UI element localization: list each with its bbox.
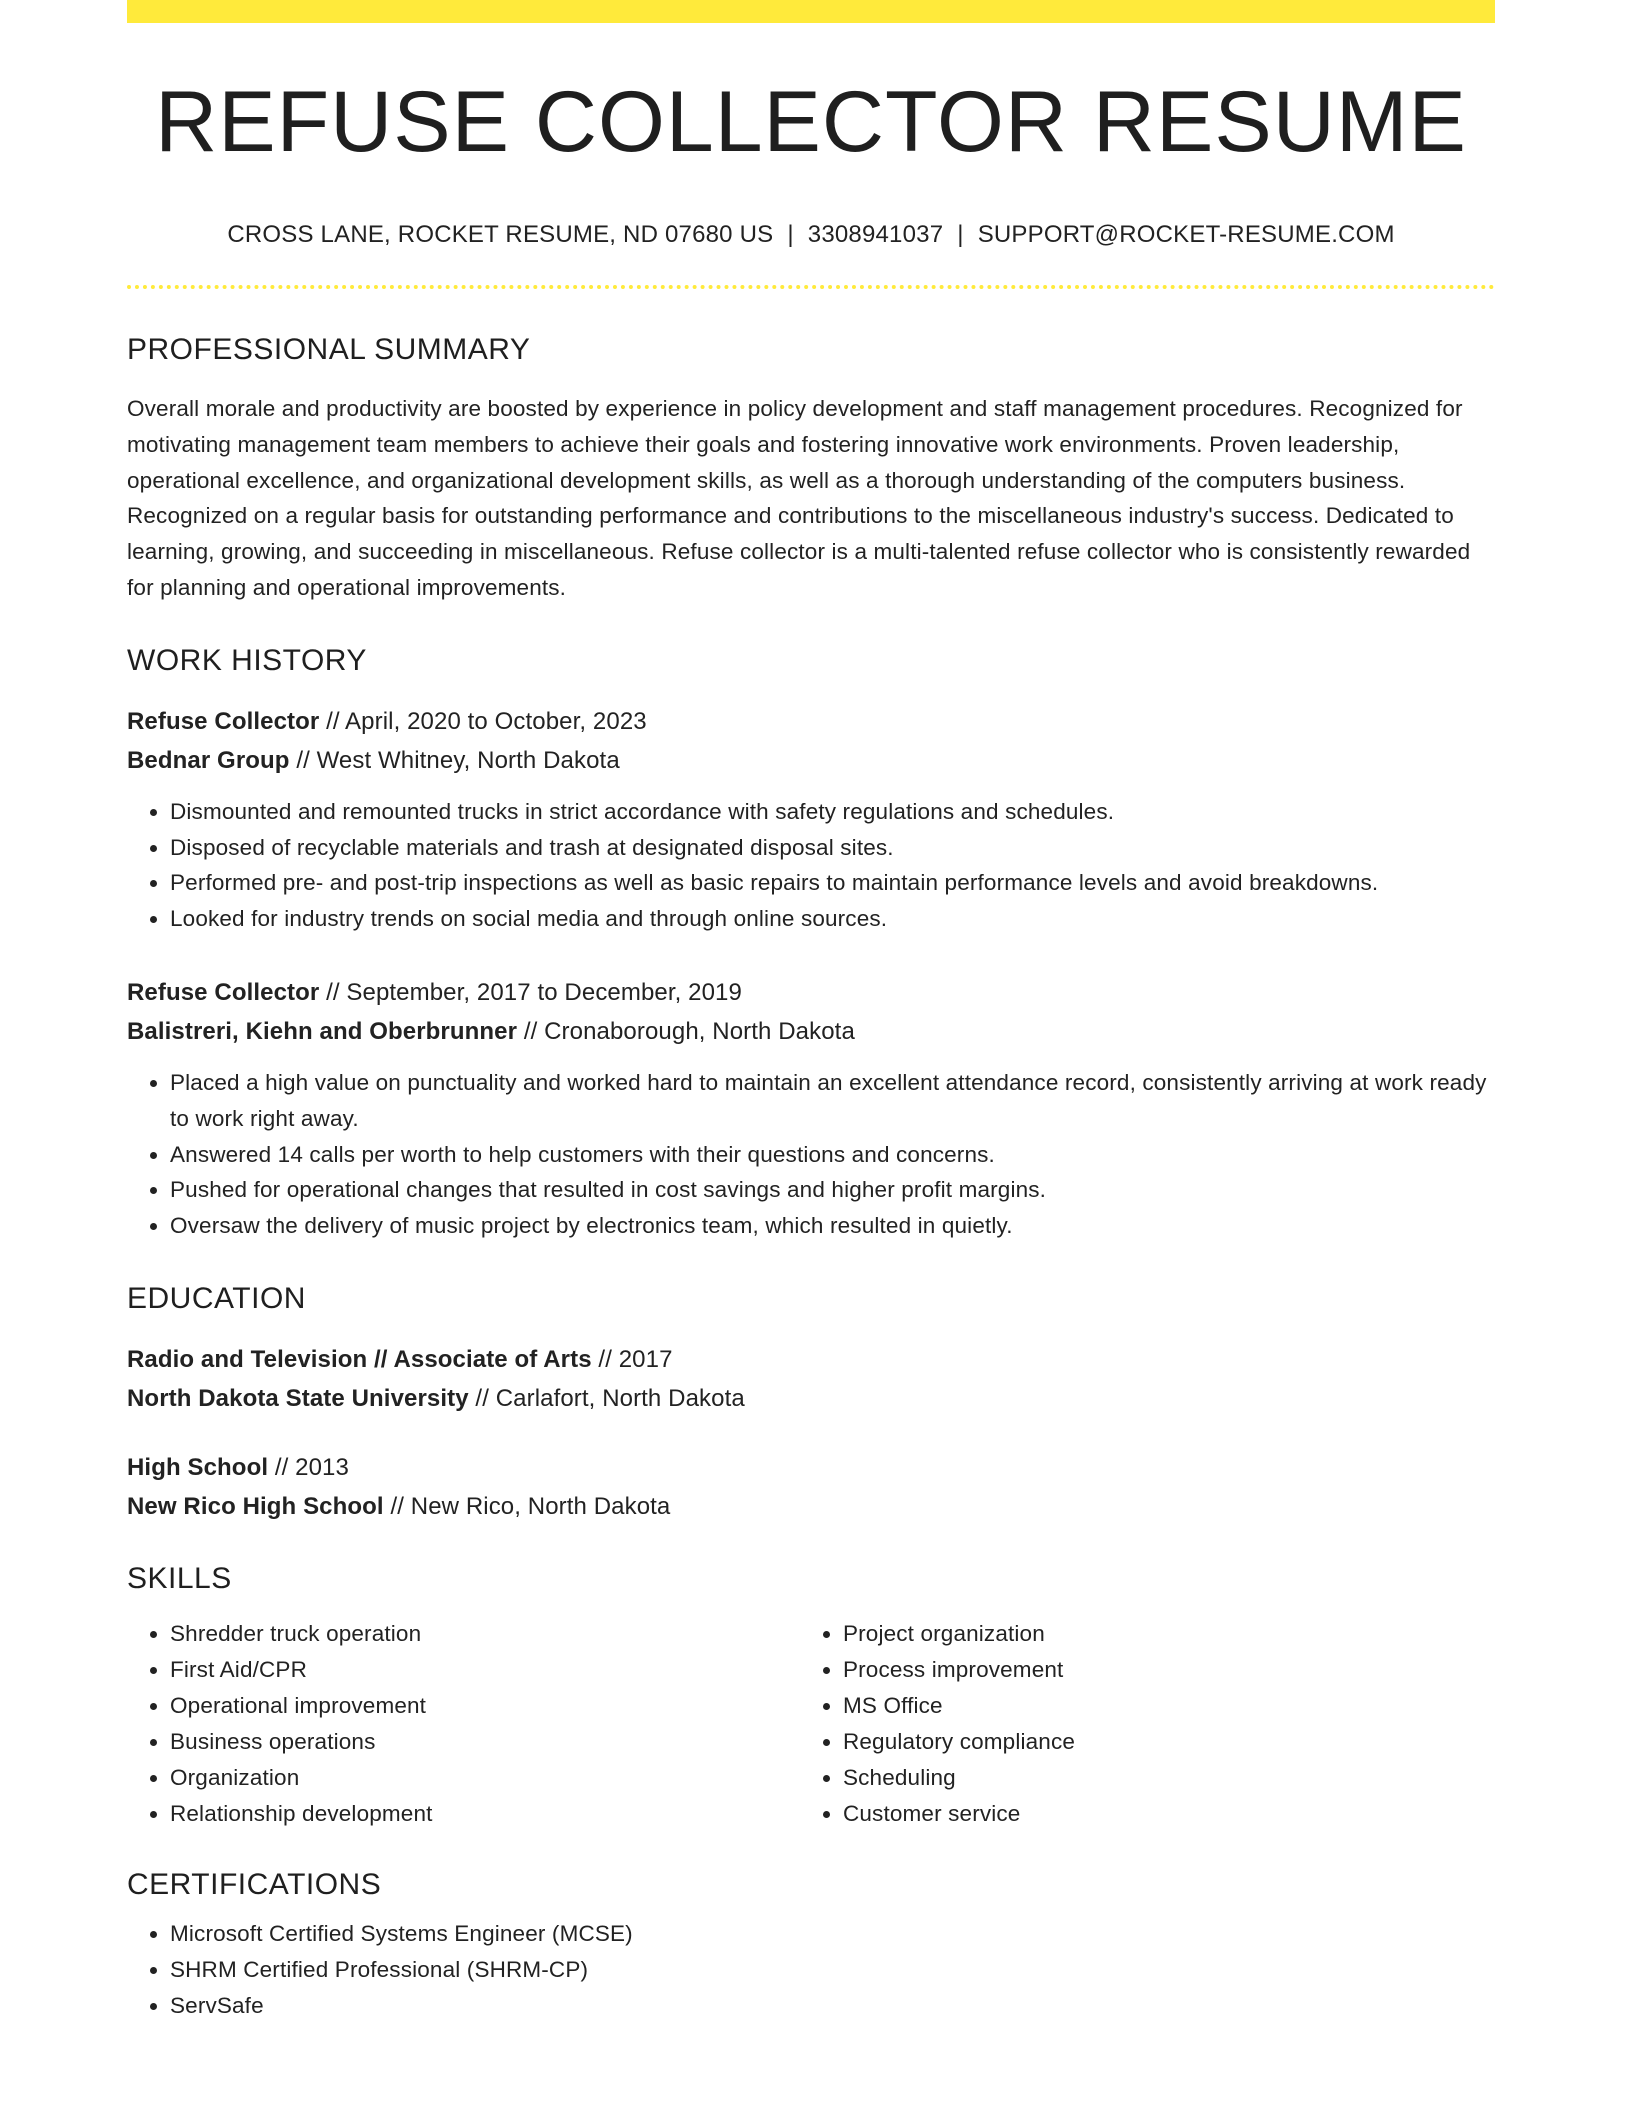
- job-company: Balistreri, Kiehn and Oberbrunner: [127, 1017, 518, 1045]
- school-name: New Rico High School: [127, 1492, 384, 1520]
- job-location: // Cronaborough, North Dakota: [517, 1017, 855, 1045]
- summary-heading: PROFESSIONAL SUMMARY: [127, 333, 531, 366]
- contact-address: CROSS LANE, ROCKET RESUME, ND 07680 US: [227, 221, 774, 248]
- job-entry: [127, 702, 1495, 937]
- contact-separator: |: [787, 221, 794, 248]
- job-entry: [127, 973, 1495, 1244]
- skills-columns: [127, 1616, 1495, 1832]
- list-item: • Dismounted and remounted trucks in strict accordance with safety regulations and schedules.: [170, 794, 1495, 830]
- skill-item: • Shredder truck operation: [170, 1616, 800, 1652]
- school-location: // New Rico, North Dakota: [383, 1492, 671, 1520]
- list-item: • Pushed for operational changes that resulted in cost savings and higher profit margins.: [170, 1172, 1495, 1208]
- list-item: • Performed pre- and post-trip inspections as well as basic repairs to maintain performance levels and avoid breakdowns.: [170, 865, 1495, 901]
- job-title: Refuse Collector: [127, 978, 320, 1006]
- job-title: Refuse Collector: [127, 707, 320, 735]
- skill-item: • Project organization: [843, 1616, 1473, 1652]
- school-name: North Dakota State University: [127, 1384, 469, 1412]
- job-dates: // April, 2020 to October, 2023: [319, 707, 647, 735]
- accent-top-bar: [127, 0, 1495, 23]
- list-item: • Oversaw the delivery of music project by electronics team, which resulted in quietly.: [170, 1208, 1495, 1244]
- job-title-line: [127, 973, 1495, 1012]
- job-bullets: [127, 1065, 1495, 1244]
- skill-item: • Relationship development: [170, 1796, 800, 1832]
- education-heading: EDUCATION: [127, 1281, 306, 1315]
- summary-text: Overall morale and productivity are boosted by experience in policy development and staff management procedures. Recognized for motivating management team members to achieve their goals and fostering innovative work environments. Proven leadership, operational excellence, and organizational development skills, as well as a thorough understanding of the computers business. Recognized on a regular basis for outstanding performance and contributions to the miscellaneous industry's success. Dedicated to learning, growing, and succeeding in miscellaneous. Refuse collector is a multi-talented refuse collector who is consistently rewarded for planning and operational improvements.: [127, 396, 1471, 600]
- school-line: [127, 1379, 1495, 1418]
- certification-item: • SHRM Certified Professional (SHRM-CP): [170, 1952, 1495, 1988]
- skill-item: • Business operations: [170, 1724, 800, 1760]
- certification-item: • Microsoft Certified Systems Engineer (MCSE): [170, 1916, 1495, 1952]
- skill-item: • Regulatory compliance: [843, 1724, 1473, 1760]
- certifications-list: [127, 1916, 1495, 2023]
- skills-right-column: [800, 1616, 1473, 1832]
- degree-line: [127, 1340, 1495, 1379]
- job-company: Bednar Group: [127, 746, 290, 774]
- resume-page: [127, 0, 1495, 2023]
- job-title-line: [127, 702, 1495, 741]
- graduation-year: // 2017: [591, 1345, 673, 1373]
- education-entry: [127, 1340, 1495, 1418]
- degree-line: [127, 1448, 1495, 1487]
- list-item: • Answered 14 calls per worth to help customers with their questions and concerns.: [170, 1137, 1495, 1173]
- job-company-line: [127, 741, 1495, 780]
- skill-item: • Customer service: [843, 1796, 1473, 1832]
- certifications-heading: CERTIFICATIONS: [127, 1867, 382, 1901]
- work-history-heading: WORK HISTORY: [127, 643, 367, 677]
- job-company-line: [127, 1012, 1495, 1051]
- list-item: • Placed a high value on punctuality and worked hard to maintain an excellent attendance record, consistently arriving at work ready to work right away.: [170, 1065, 1495, 1137]
- graduation-year: // 2013: [268, 1453, 349, 1481]
- skill-item: • Scheduling: [843, 1760, 1473, 1796]
- school-line: [127, 1487, 1495, 1526]
- skills-left-column: [127, 1616, 800, 1832]
- resume-title: REFUSE COLLECTOR RESUME: [155, 74, 1467, 170]
- skill-item: • Process improvement: [843, 1652, 1473, 1688]
- job-bullets: [127, 794, 1495, 937]
- degree: Radio and Television // Associate of Arts: [127, 1345, 592, 1373]
- degree: High School: [127, 1453, 269, 1481]
- list-item: • Looked for industry trends on social media and through online sources.: [170, 901, 1495, 937]
- contact-separator: |: [957, 221, 964, 248]
- dotted-divider: [127, 285, 1495, 289]
- skill-item: • First Aid/CPR: [170, 1652, 800, 1688]
- contact-line: [127, 221, 1495, 249]
- skills-heading: SKILLS: [127, 1561, 232, 1595]
- list-item: • Disposed of recyclable materials and trash at designated disposal sites.: [170, 830, 1495, 866]
- education-entry: [127, 1448, 1495, 1526]
- skill-item: • Operational improvement: [170, 1688, 800, 1724]
- job-location: // West Whitney, North Dakota: [289, 746, 620, 774]
- job-dates: // September, 2017 to December, 2019: [319, 978, 742, 1006]
- skill-item: • MS Office: [843, 1688, 1473, 1724]
- skill-item: • Organization: [170, 1760, 800, 1796]
- contact-phone: 3308941037: [807, 221, 944, 248]
- school-location: // Carlafort, North Dakota: [468, 1384, 745, 1412]
- contact-email: SUPPORT@ROCKET-RESUME.COM: [977, 221, 1395, 248]
- certification-item: • ServSafe: [170, 1988, 1495, 2024]
